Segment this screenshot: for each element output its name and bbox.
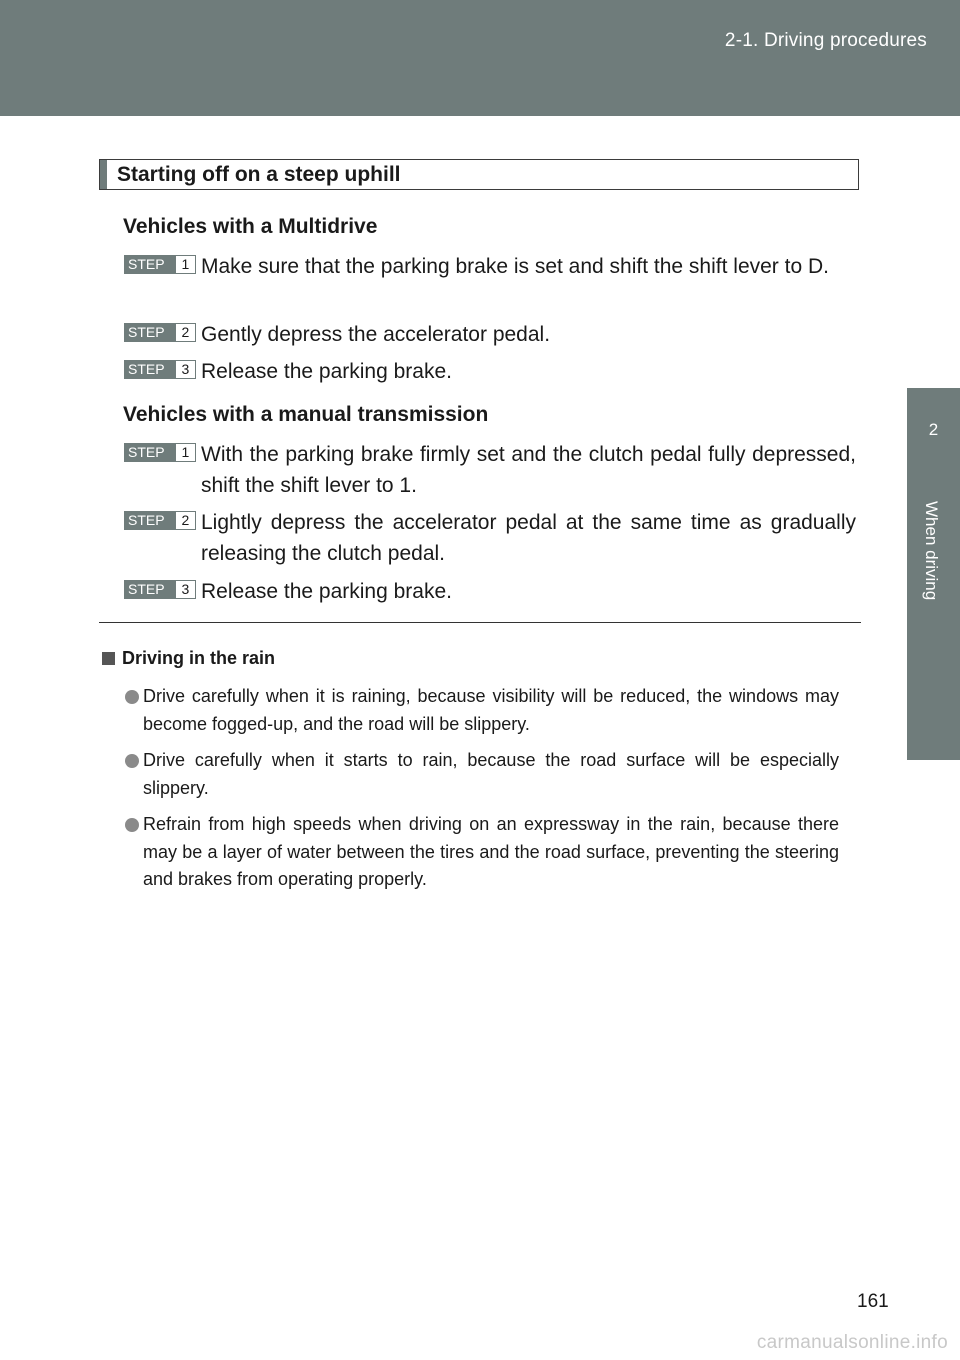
- step-number: 1: [176, 256, 195, 273]
- chapter-title: When driving: [922, 501, 941, 601]
- step-text: With the parking brake firmly set and the clutch pedal fully depressed, shift the shift lever to 1.: [201, 443, 856, 497]
- group-title-multidrive: Vehicles with a Multidrive: [123, 215, 378, 238]
- section-breadcrumb: 2-1. Driving procedures: [724, 30, 927, 51]
- step-badge: [124, 255, 196, 274]
- step-number: 3: [176, 581, 195, 598]
- list-item-text: Drive carefully when it starts to rain, because the road surface will be especially slippery.: [143, 750, 839, 798]
- bullet-dot-icon: [125, 690, 139, 704]
- step-label: STEP: [128, 324, 165, 340]
- square-bullet-icon: [102, 652, 115, 665]
- list-item-text: Refrain from high speeds when driving on an expressway in the rain, because there may be a layer of water between the tires and the road surface, preventing the steering and brakes from operating properly.: [143, 814, 839, 889]
- section-heading-box: [99, 159, 859, 190]
- step-number: 2: [176, 324, 195, 341]
- heading-accent-bar: [100, 160, 107, 189]
- step-label: STEP: [128, 581, 165, 597]
- group-title-manual: Vehicles with a manual transmission: [123, 403, 489, 426]
- step-text: Gently depress the accelerator pedal.: [201, 323, 551, 346]
- step-label: STEP: [128, 512, 165, 528]
- step-number: 3: [176, 361, 195, 378]
- step-badge: [124, 511, 196, 530]
- page-number: 161: [857, 1291, 889, 1312]
- step-label: STEP: [128, 361, 165, 377]
- step-badge: [124, 580, 196, 599]
- chapter-side-tab: [907, 116, 960, 1360]
- step-badge: [124, 360, 196, 379]
- list-item-text: Drive carefully when it is raining, because visibility will be reduced, the windows may become fogged-up, and the road will be slippery.: [143, 686, 839, 734]
- step-number: 1: [176, 444, 195, 461]
- bullet-dot-icon: [125, 754, 139, 768]
- section-divider: [99, 622, 861, 623]
- chapter-number: 2: [928, 420, 939, 439]
- step-text: Lightly depress the accelerator pedal at the same time as gradually releasing the clutch pedal.: [201, 511, 856, 565]
- info-heading: [102, 648, 275, 669]
- watermark: carmanualsonline.info: [756, 1332, 948, 1353]
- step-badge: [124, 323, 196, 342]
- step-label: STEP: [128, 256, 165, 272]
- step-text: Make sure that the parking brake is set and shift the shift lever to D.: [201, 255, 829, 278]
- step-label: STEP: [128, 444, 165, 460]
- step-badge: [124, 443, 196, 462]
- bullet-dot-icon: [125, 818, 139, 832]
- info-title: Driving in the rain: [122, 648, 276, 668]
- step-text: Release the parking brake.: [201, 580, 452, 603]
- section-title: Starting off on a steep uphill: [117, 163, 401, 186]
- step-number: 2: [176, 512, 195, 529]
- page-header: [0, 0, 960, 116]
- step-text: Release the parking brake.: [201, 360, 452, 383]
